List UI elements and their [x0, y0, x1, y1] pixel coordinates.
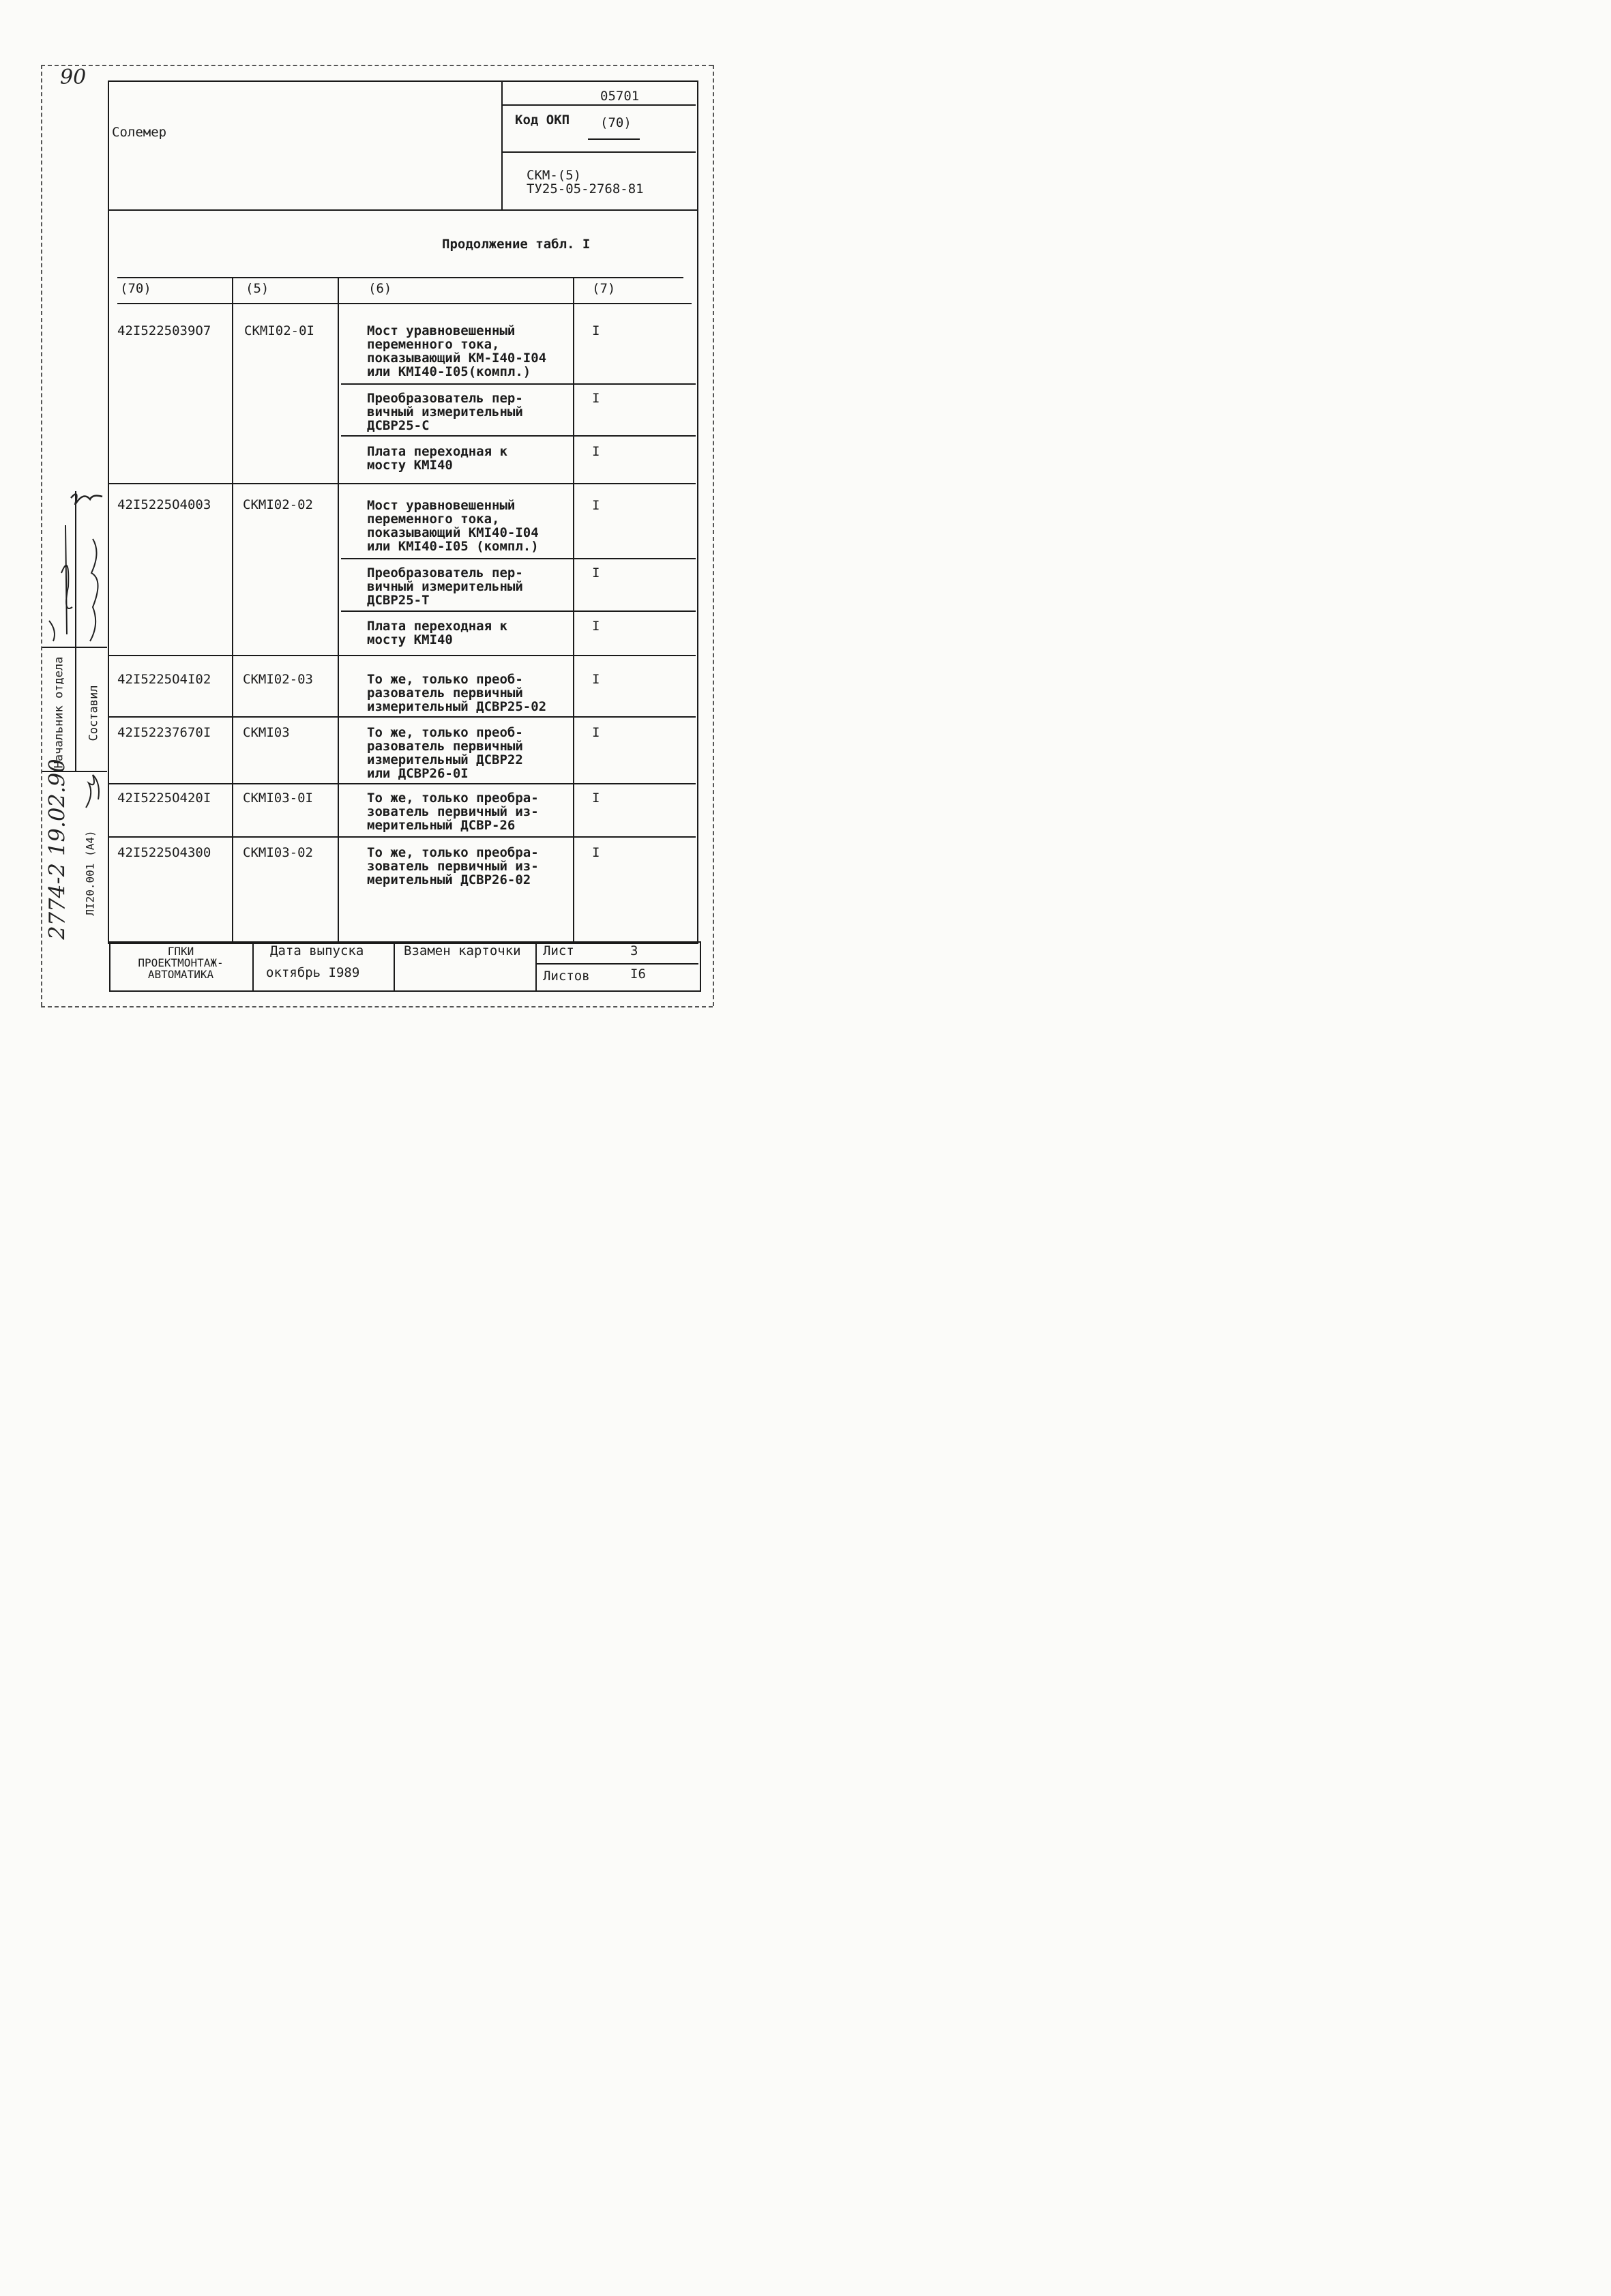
footer-divider — [252, 941, 254, 990]
row-code: 42I5225O4003 — [117, 497, 211, 512]
sheets-total: I6 — [630, 967, 646, 982]
page-right-border — [713, 65, 714, 1006]
row-model: СКМI02-02 — [243, 497, 313, 512]
release-date-label: Дата выпуска — [270, 943, 364, 958]
item-quantity: I — [592, 323, 600, 338]
page-bottom-border — [41, 1006, 713, 1007]
item-quantity: I — [592, 619, 600, 634]
row-code: 42I5225O420I — [117, 791, 211, 806]
header-code-line — [501, 104, 696, 106]
product-name: Солемер — [112, 125, 167, 140]
row-code: 42I5225039O7 — [117, 323, 211, 338]
item-description: То же, только преоб- разователь первичный измерительный ДСВР22 или ДСВР26-0I — [367, 725, 523, 781]
column-header: (6) — [368, 281, 392, 296]
item-quantity: I — [592, 791, 600, 806]
col-line-3 — [573, 277, 574, 941]
item-description: Преобразователь пер- вичный измерительный ДСВР25-С — [367, 391, 523, 433]
column-header: (5) — [246, 281, 269, 296]
header-bottom-line — [108, 209, 697, 211]
handwritten-archive-date — [44, 759, 70, 939]
form-code: ЛI20.001 (А4) — [83, 830, 97, 916]
item-separator — [341, 435, 696, 437]
item-separator — [341, 610, 696, 612]
okp-value: (70) — [600, 115, 632, 130]
sheet-label: Лист — [543, 943, 574, 958]
organization-name: ГПКИ ПРОЕКТМОНТАЖ- АВТОМАТИКА — [138, 945, 224, 981]
column-header: (70) — [120, 281, 151, 296]
handwritten-signatures — [42, 477, 110, 655]
row-separator — [109, 483, 696, 484]
row-model: СКМI03 — [243, 725, 290, 740]
column-header: (7) — [592, 281, 616, 296]
table-top-line — [117, 277, 683, 278]
row-model: СКМI02-03 — [243, 672, 313, 687]
col-line-1 — [232, 277, 233, 941]
row-separator — [109, 655, 696, 656]
item-quantity: I — [592, 672, 600, 687]
okp-label: Код ОКП — [515, 113, 570, 128]
document-code: 05701 — [600, 89, 640, 104]
header-okp-line — [501, 151, 696, 153]
item-description: То же, только преоб- разователь первичный измерительный ДСВР25-02 — [367, 672, 547, 714]
item-description: Мост уравновешенный переменного тока, показывающий КМ-I40-I04 или КМI40-I05(компл.) — [367, 323, 547, 379]
item-description: Плата переходная к мосту КМI40 — [367, 444, 507, 473]
item-separator — [341, 383, 696, 385]
footer-sheet-line — [535, 963, 698, 965]
header-divider — [501, 80, 503, 210]
designation-line2: ТУ25-05-2768-81 — [527, 181, 644, 196]
sheets-label: Листов — [543, 969, 590, 984]
item-description: Мост уравновешенный переменного тока, показывающий КМI40-I04 или КМI40-I05 (компл.) — [367, 498, 539, 554]
item-quantity: I — [592, 845, 600, 860]
row-code: 42I5225O4300 — [117, 845, 211, 860]
row-model: СКМI03-0I — [243, 791, 313, 806]
archive-date: 19.02.90 — [44, 759, 70, 856]
item-quantity: I — [592, 498, 600, 513]
handwritten-initials — [80, 769, 108, 812]
head-of-department-label: Начальник отдела — [52, 656, 66, 768]
item-description: То же, только преобра- зователь первичный из- мерительный ДСВР26-02 — [367, 845, 539, 887]
item-description: То же, только преобра- зователь первичный из- мерительный ДСВР-26 — [367, 791, 539, 833]
item-quantity: I — [592, 565, 600, 580]
sheet-number: 3 — [630, 943, 638, 958]
archive-number: 2774-2 — [44, 863, 70, 940]
item-description: Плата переходная к мосту КМI40 — [367, 619, 507, 647]
row-separator — [109, 783, 696, 784]
release-date-value: октябрь I989 — [266, 965, 360, 980]
replaces-label: Взамен карточки — [404, 943, 521, 958]
footer-divider — [535, 941, 537, 990]
row-code: 42I52237670I — [117, 725, 211, 740]
page-number: 90 — [60, 65, 87, 89]
compiled-by-label: Составил — [87, 685, 101, 741]
footer-divider — [394, 941, 395, 990]
compiled-label-box — [60, 685, 128, 741]
page — [0, 0, 750, 1070]
row-code: 42I5225O4I02 — [117, 672, 211, 687]
table-header-line — [117, 303, 692, 304]
row-model: СКМI02-0I — [244, 323, 314, 338]
table-caption: Продолжение табл. I — [442, 237, 591, 252]
col-line-2 — [338, 277, 339, 941]
row-model: СКМI03-02 — [243, 845, 313, 860]
row-separator — [109, 716, 696, 718]
okp-underline — [588, 138, 640, 140]
item-quantity: I — [592, 444, 600, 459]
row-separator — [109, 836, 696, 838]
item-quantity: I — [592, 391, 600, 406]
item-description: Преобразователь пер- вичный измерительный ДСВР25-Т — [367, 565, 523, 608]
item-quantity: I — [592, 725, 600, 740]
item-separator — [341, 558, 696, 559]
page-top-border — [41, 65, 713, 66]
designation-line1: СКМ-(5) — [527, 168, 582, 183]
